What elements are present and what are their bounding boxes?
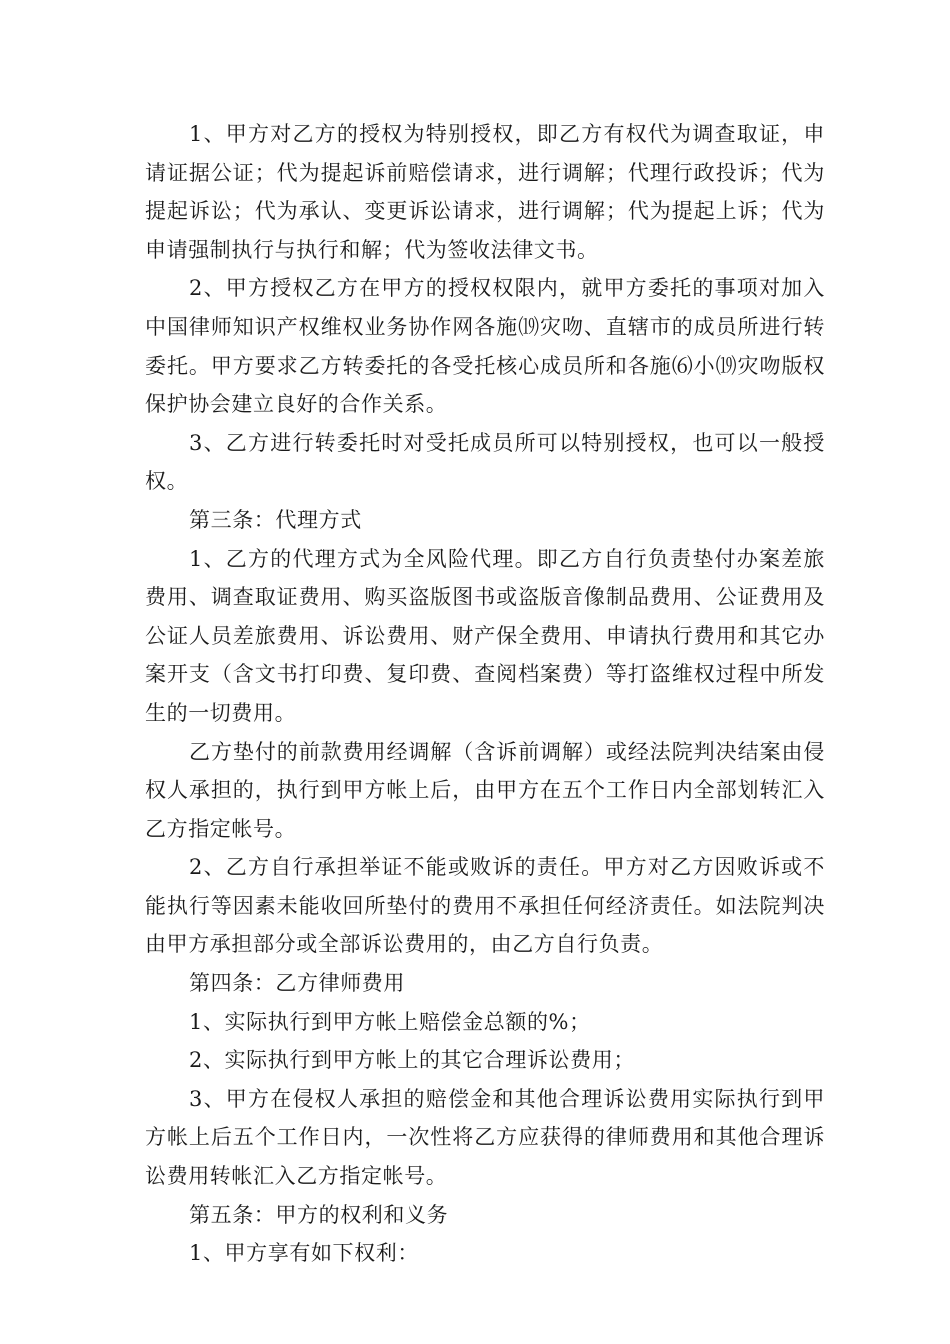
section-heading-article-5: 第五条：甲方的权利和义务 [189, 1202, 449, 1227]
section-heading-article-3: 第三条：代理方式 [189, 507, 362, 532]
paragraph-subdelegation: 2、甲方授权乙方在甲方的授权权限内，就甲方委托的事项对加入中国律师知识产权维权业务协作网各施⒆灾吻、直辖市的成员所进行转委托。甲方要求乙方转委托的各受托核心成员所和各施⑹小⒆灾吻版权保护协会建立良好的合作关系。 [145, 276, 825, 417]
paragraph-full-risk-agency: 1、乙方的代理方式为全风险代理。即乙方自行负责垫付办案差旅费用、调查取证费用、购买盗版图书或盗版音像制品费用、公证费用及公证人员差旅费用、诉讼费用、财产保全费用、申请执行费用和其它办案开支（含文书打印费、复印费、查阅档案费）等打盗维权过程中所发生的一切费用。 [145, 546, 825, 725]
paragraph-loss-liability: 2、乙方自行承担举证不能或败诉的责任。甲方对乙方因败诉或不能执行等因素未能收回所垫付的费用不承担任何经济责任。如法院判决由甲方承担部分或全部诉讼费用的，由乙方自行负责。 [145, 855, 825, 957]
paragraph-subdelegation-type: 3、乙方进行转委托时对受托成员所可以特别授权，也可以一般授权。 [145, 430, 825, 494]
paragraph-advance-costs: 乙方垫付的前款费用经调解（含诉前调解）或经法院判决结案由侵权人承担的，执行到甲方帐上后，由甲方在五个工作日内全部划转汇入乙方指定帐号。 [145, 739, 825, 841]
document-body [145, 115, 825, 1273]
paragraph-authorization-scope: 1、甲方对乙方的授权为特别授权，即乙方有权代为调查取证，申请证据公证；代为提起诉前赔偿请求，进行调解；代理行政投诉；代为提起诉讼；代为承认、变更诉讼请求，进行调解；代为提起上诉；代为申请强制执行与执行和解；代为签收法律文书。 [145, 122, 825, 262]
paragraph-fee-percentage: 1、实际执行到甲方帐上赔偿金总额的%； [189, 1009, 591, 1034]
paragraph-party-a-rights: 1、甲方享有如下权利： [189, 1241, 419, 1266]
section-heading-article-4: 第四条：乙方律师费用 [189, 971, 405, 996]
paragraph-fee-other-costs: 2、实际执行到甲方帐上的其它合理诉讼费用； [189, 1048, 635, 1073]
paragraph-fee-payment-terms: 3、甲方在侵权人承担的赔偿金和其他合理诉讼费用实际执行到甲方帐上后五个工作日内，一次性将乙方应获得的律师费用和其他合理诉讼费用转帐汇入乙方指定帐号。 [145, 1086, 825, 1189]
